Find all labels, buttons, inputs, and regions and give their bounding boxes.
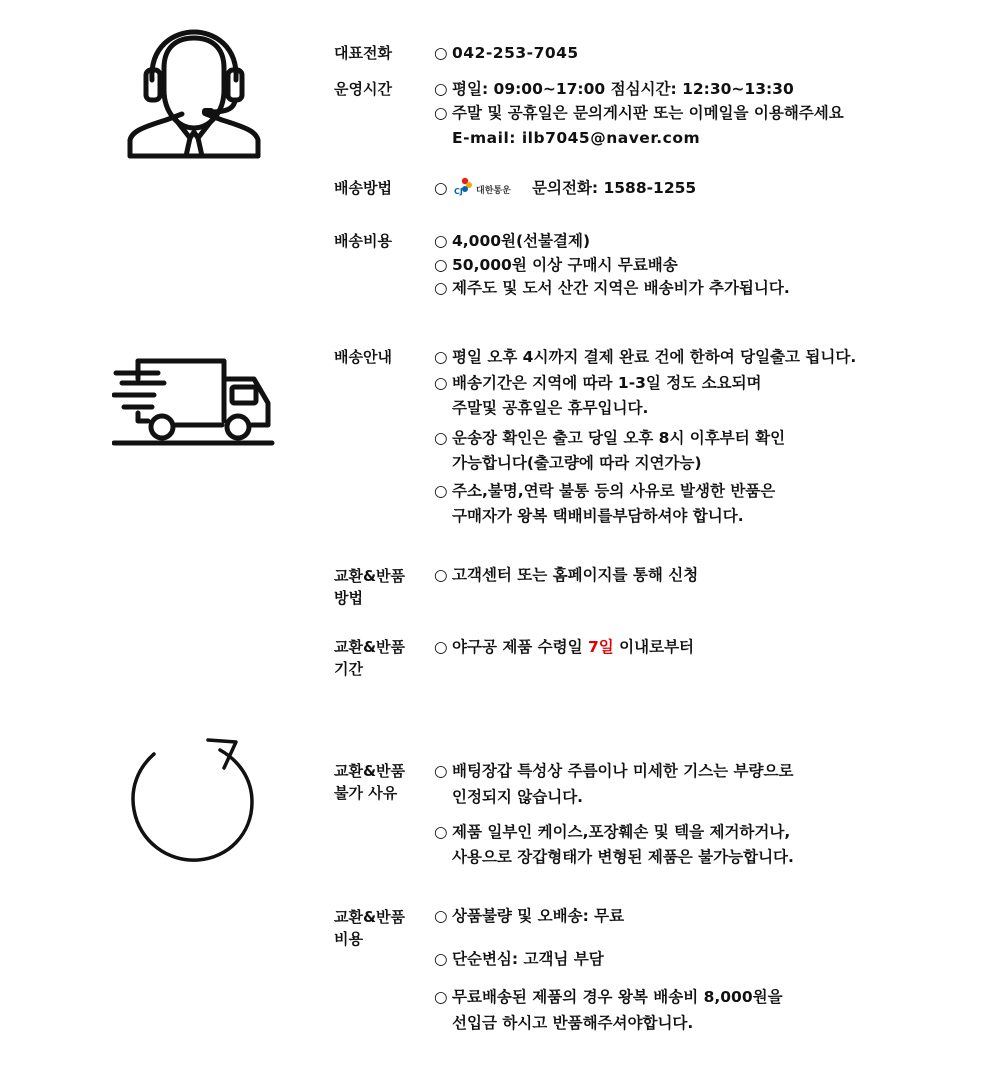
- bullet-icon: ○: [434, 823, 448, 841]
- bullet-icon: ○: [434, 279, 448, 297]
- bullet-icon: ○: [434, 348, 448, 366]
- bullet-icon: ○: [434, 429, 448, 447]
- exchange-method-item: ○ 고객센터 또는 홈페이지를 통해 신청: [434, 566, 699, 584]
- bullet-icon: ○: [434, 950, 448, 968]
- exchange-cost-label: 교환&반품 비용: [334, 908, 406, 948]
- exchange-cost-item: ○ 단순변심: 고객님 부담: [434, 950, 604, 968]
- bullet-icon: ○: [434, 638, 448, 656]
- hours-label: 운영시간: [334, 80, 392, 98]
- exchange-denied-label: 교환&반품 불가 사유: [334, 762, 406, 802]
- bullet-icon: ○: [434, 232, 448, 250]
- exchange-denied-item-cont: 사용으로 장갑형태가 변형된 제품은 불가능합니다.: [452, 848, 794, 866]
- shipping-cost-item: ○ 4,000원(선불결제): [434, 232, 591, 250]
- shipping-guide-label: 배송안내: [334, 348, 392, 366]
- hours-weekend: ○ 주말 및 공휴일은 문의게시판 또는 이메일을 이용해주세요: [434, 104, 844, 122]
- shipping-guide-item: ○ 주소,불명,연락 불통 등의 사유로 발생한 반품은: [434, 482, 776, 500]
- bullet-icon: ○: [434, 104, 448, 122]
- bullet-icon: ○: [434, 256, 448, 274]
- headset-agent-icon: [126, 28, 262, 160]
- bullet-icon: ○: [434, 179, 448, 197]
- contact-phone: ○ 042-253-7045: [434, 44, 579, 62]
- exchange-period-highlight: 7일: [587, 638, 614, 656]
- hours-weekday: ○ 평일: 09:00~17:00 점심시간: 12:30~13:30: [434, 80, 794, 98]
- shipping-cost-label: 배송비용: [334, 232, 392, 250]
- bullet-icon: ○: [434, 988, 448, 1006]
- exchange-cost-item-cont: 선입금 하시고 반품해주셔야합니다.: [452, 1014, 694, 1032]
- shipping-guide-item-cont: 주말및 공휴일은 휴무입니다.: [452, 399, 649, 417]
- shipping-method-line: ○ CJ 대한통운 문의전화: 1588-1255: [434, 177, 696, 200]
- shipping-guide-item: ○ 배송기간은 지역에 따라 1-3일 정도 소요되며: [434, 374, 762, 392]
- bullet-icon: ○: [434, 762, 448, 780]
- bullet-icon: ○: [434, 566, 448, 584]
- shipping-method-label: 배송방법: [334, 179, 392, 197]
- exchange-denied-item: ○ 배팅장갑 특성상 주름이나 미세한 기스는 부량으로: [434, 762, 794, 780]
- carrier-name: 대한통운: [476, 185, 511, 196]
- contact-label: 대표전화: [334, 44, 392, 62]
- refresh-arrow-icon: [128, 738, 256, 866]
- shipping-guide-item: ○ 평일 오후 4시까지 결제 완료 건에 한하여 당일출고 됩니다.: [434, 348, 857, 366]
- exchange-cost-item: ○ 상품불량 및 오배송: 무료: [434, 907, 625, 925]
- shipping-guide-item-cont: 구매자가 왕복 택배비를부담하셔야 합니다.: [452, 507, 744, 525]
- shipping-cost-item: ○ 50,000원 이상 구매시 무료배송: [434, 256, 678, 274]
- delivery-truck-icon: [112, 355, 276, 447]
- exchange-cost-item: ○ 무료배송된 제품의 경우 왕복 배송비 8,000원을: [434, 988, 783, 1006]
- exchange-period-item: ○ 야구공 제품 수령일 7일 이내로부터: [434, 638, 695, 656]
- shipping-guide-item: ○ 운송장 확인은 출고 당일 오후 8시 이후부터 확인: [434, 429, 786, 447]
- hours-email[interactable]: E-mail: ilb7045@naver.com: [452, 129, 701, 147]
- bullet-icon: ○: [434, 80, 448, 98]
- bullet-icon: ○: [434, 44, 449, 62]
- bullet-icon: ○: [434, 482, 448, 500]
- bullet-icon: ○: [434, 907, 448, 925]
- cj-logo-text: CJ: [454, 186, 463, 196]
- exchange-denied-item-cont: 인정되지 않습니다.: [452, 788, 584, 806]
- bullet-icon: ○: [434, 374, 448, 392]
- shipping-cost-item: ○ 제주도 및 도서 산간 지역은 배송비가 추가됩니다.: [434, 279, 790, 297]
- cj-logistics-logo: [452, 176, 518, 198]
- shipping-guide-item-cont: 가능합니다(출고량에 따라 지연가능): [452, 454, 702, 472]
- exchange-method-label: 교환&반품 방법: [334, 567, 406, 607]
- exchange-period-label: 교환&반품 기간: [334, 638, 406, 678]
- exchange-denied-item: ○ 제품 일부인 케이스,포장훼손 및 텍을 제거하거나,: [434, 823, 791, 841]
